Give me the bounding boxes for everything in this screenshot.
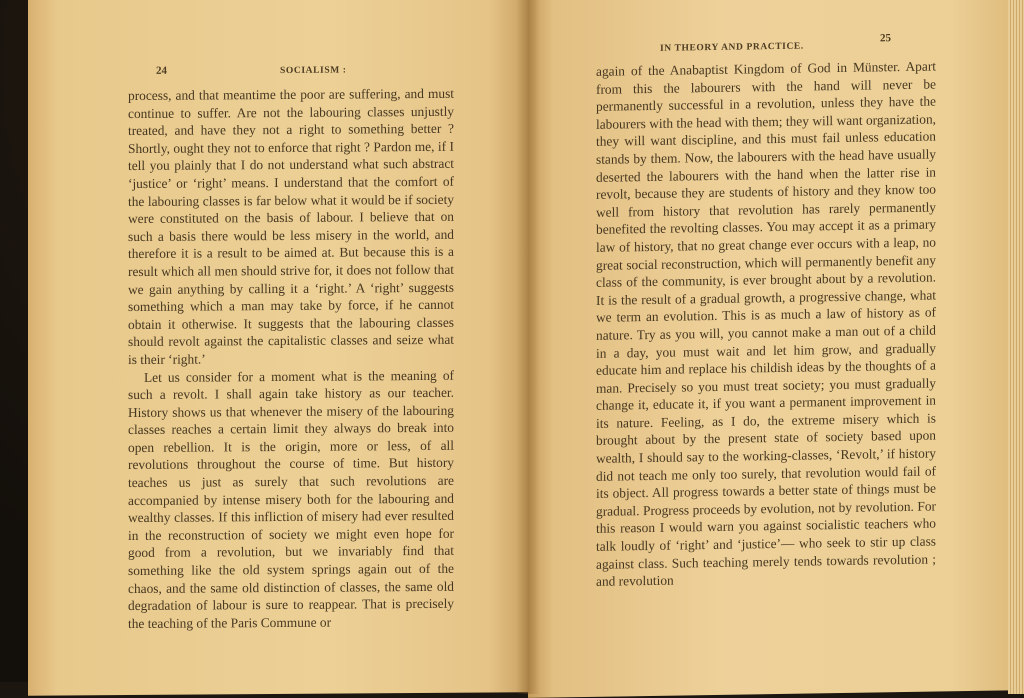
book-gutter xyxy=(516,0,540,694)
running-head-left: SOCIALISM : xyxy=(280,65,347,76)
left-page xyxy=(28,0,528,696)
paragraph: process, and that meantime the poor are suffering, and must continue to suffer. Are not the labouring classes unjustly treated, and have they not a right to something better ? Shortly, ought they not to enforce that right ? Pardon me, if I tell you plainly that I do not understand what such abstract ‘justice’ or ‘right’ means. I understand that the comfort of the labouring classes is far below what it would be if society were constituted on the basis of labour. I believe that on such a basis there would be less misery in the world, and therefore it is a result to be aimed at. But because this is a result which all men should strive for, it does not follow that we gain anything by calling it a ‘right.’ A ‘right’ suggests something which a man may take by force, if he cannot obtain it otherwise. It suggests that the labouring classes should revolt against the capitalistic classes and seize what is their ‘right.’ xyxy=(128,85,454,367)
open-book xyxy=(28,0,1024,694)
page-edges xyxy=(1008,0,1024,694)
paragraph: Let us consider for a moment what is the meaning of such a revolt. I shall again take history as our teacher. History shows us that whenever the misery of the labouring classes reaches a certain limit they always do break into open rebellion. It is the origin, more or less, of all revolutions throughout the course of time. But history teaches us just as surely that such revolutions are accompanied by intense misery both for the labouring and wealthy classes. If this infliction of misery had ever resulted in the reconstruction of society we might even hope for good from a revolution, but we invariably find that something like the old system springs again out of the chaos, and the same old distinction of classes, the same old degradation of labour is sure to reappear. That is precisely the teaching of the Paris Commune or xyxy=(128,367,454,631)
page-number-right: 25 xyxy=(880,32,891,45)
page-number-left: 24 xyxy=(156,64,167,77)
left-page-text xyxy=(128,85,454,633)
right-page-text xyxy=(596,57,936,590)
paragraph: again of the Anabaptist Kingdom of God in Münster. Apart from this the labourers with the hand will never be permanently successful in a revolution, unless they have the labourers with the head with them; they will want organization, they will want discipline, and this must fail unless education stands by them. Now, the labourers with the head have usually deserted the labourers with the hand when the latter rise in revolt, because they are students of history and they know too well from history that revolution has rarely permanently benefited the revolting classes. You may accept it as a primary law of history, that no great change ever occurs with a leap, no great social reconstruction, which will permanently benefit any class of the community, is ever brought about by a revolution. It is the result of a gradual growth, a progressive change, what we term an evolution. This is as much a law of history as of nature. Try as you will, you cannot make a man out of a child in a day, you must wait and let him grow, and gradually educate him and replace his childish ideas by the thoughts of a man. Precisely so you must treat society; you must gradually change it, educate it, if you want a permanent improvement in its nature. Feeling, as I do, the extreme misery which is brought about by the present state of society based upon wealth, I should say to the working-classes, ‘Revolt,’ if history did not teach me only too surely, that revolution would fail of its object. All progress towards a better state of things must be gradual. Progress proceeds by evolution, not by revolution. For this reason I would warn you against socialistic teachers who talk loudly of ‘right’ and ‘justice’— who seek to stir up class against class. Such teaching merely tends towards revolution ; and revolution xyxy=(596,58,936,590)
running-head-right: IN THEORY AND PRACTICE. xyxy=(660,41,804,54)
right-page xyxy=(528,0,1024,698)
